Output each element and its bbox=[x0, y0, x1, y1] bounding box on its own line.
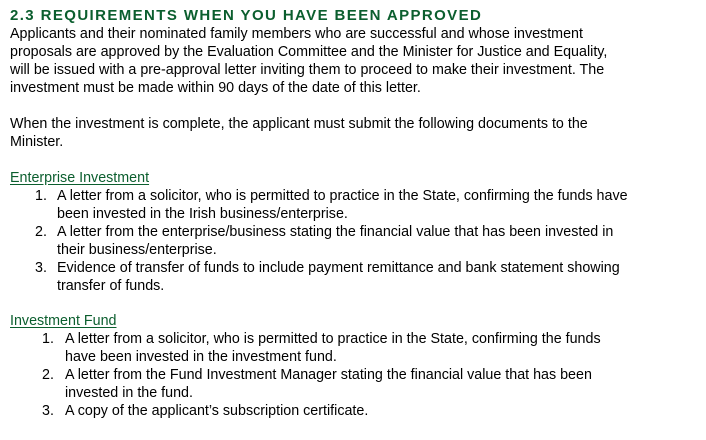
list-item-number: 1. bbox=[35, 188, 47, 204]
list-item-number: 3. bbox=[42, 403, 54, 419]
paragraph-spacer bbox=[10, 295, 700, 312]
intro-paragraph bbox=[10, 25, 700, 97]
document-page bbox=[10, 6, 700, 420]
fund-requirements-list bbox=[10, 330, 700, 420]
list-item-number: 1. bbox=[42, 331, 54, 347]
list-item-line: A letter from a solicitor, who is permitted to practice in the State, confirming the funds bbox=[65, 331, 601, 347]
investment-fund-title: Investment Fund bbox=[10, 313, 117, 329]
enterprise-requirements-list bbox=[10, 187, 700, 295]
intro-line: will be issued with a pre-approval letter inviting them to proceed to make their investment. The bbox=[10, 62, 605, 78]
paragraph-spacer bbox=[10, 97, 700, 115]
completion-line: When the investment is complete, the applicant must submit the following documents to the bbox=[10, 116, 588, 132]
completion-paragraph bbox=[10, 115, 700, 151]
list-item-line: A letter from the Fund Investment Manager stating the financial value that has been bbox=[65, 367, 592, 383]
intro-line: Applicants and their nominated family members who are successful and whose investment bbox=[10, 26, 583, 42]
list-item bbox=[10, 366, 700, 402]
paragraph-spacer bbox=[10, 151, 700, 169]
intro-line: proposals are approved by the Evaluation Committee and the Minister for Justice and Equality, bbox=[10, 44, 608, 60]
list-item bbox=[10, 330, 700, 366]
enterprise-investment-title: Enterprise Investment bbox=[10, 170, 150, 186]
list-item-number: 3. bbox=[35, 260, 47, 276]
list-item-number: 2. bbox=[35, 224, 47, 240]
intro-line: investment must be made within 90 days of the date of this letter. bbox=[10, 80, 421, 96]
list-item-number: 2. bbox=[42, 367, 54, 383]
list-item-line: transfer of funds. bbox=[57, 278, 165, 294]
list-item-line: been invested in the Irish business/enterprise. bbox=[57, 206, 348, 222]
section-heading: 2.3 REQUIREMENTS WHEN YOU HAVE BEEN APPROVED bbox=[10, 7, 483, 24]
list-item-line: invested in the fund. bbox=[65, 385, 193, 401]
list-item-line: their business/enterprise. bbox=[57, 242, 217, 258]
list-item bbox=[10, 187, 700, 223]
list-item bbox=[10, 402, 700, 420]
list-item-line: A letter from the enterprise/business stating the financial value that has been invested in bbox=[57, 224, 614, 240]
list-item bbox=[10, 223, 700, 259]
list-item-line: A letter from a solicitor, who is permitted to practice in the State, confirming the funds have bbox=[57, 188, 628, 204]
list-item-line: A copy of the applicant’s subscription certificate. bbox=[65, 403, 369, 419]
list-item bbox=[10, 259, 700, 295]
completion-line: Minister. bbox=[10, 134, 64, 150]
list-item-line: Evidence of transfer of funds to include payment remittance and bank statement showing bbox=[57, 260, 620, 276]
list-item-line: have been invested in the investment fund. bbox=[65, 349, 337, 365]
